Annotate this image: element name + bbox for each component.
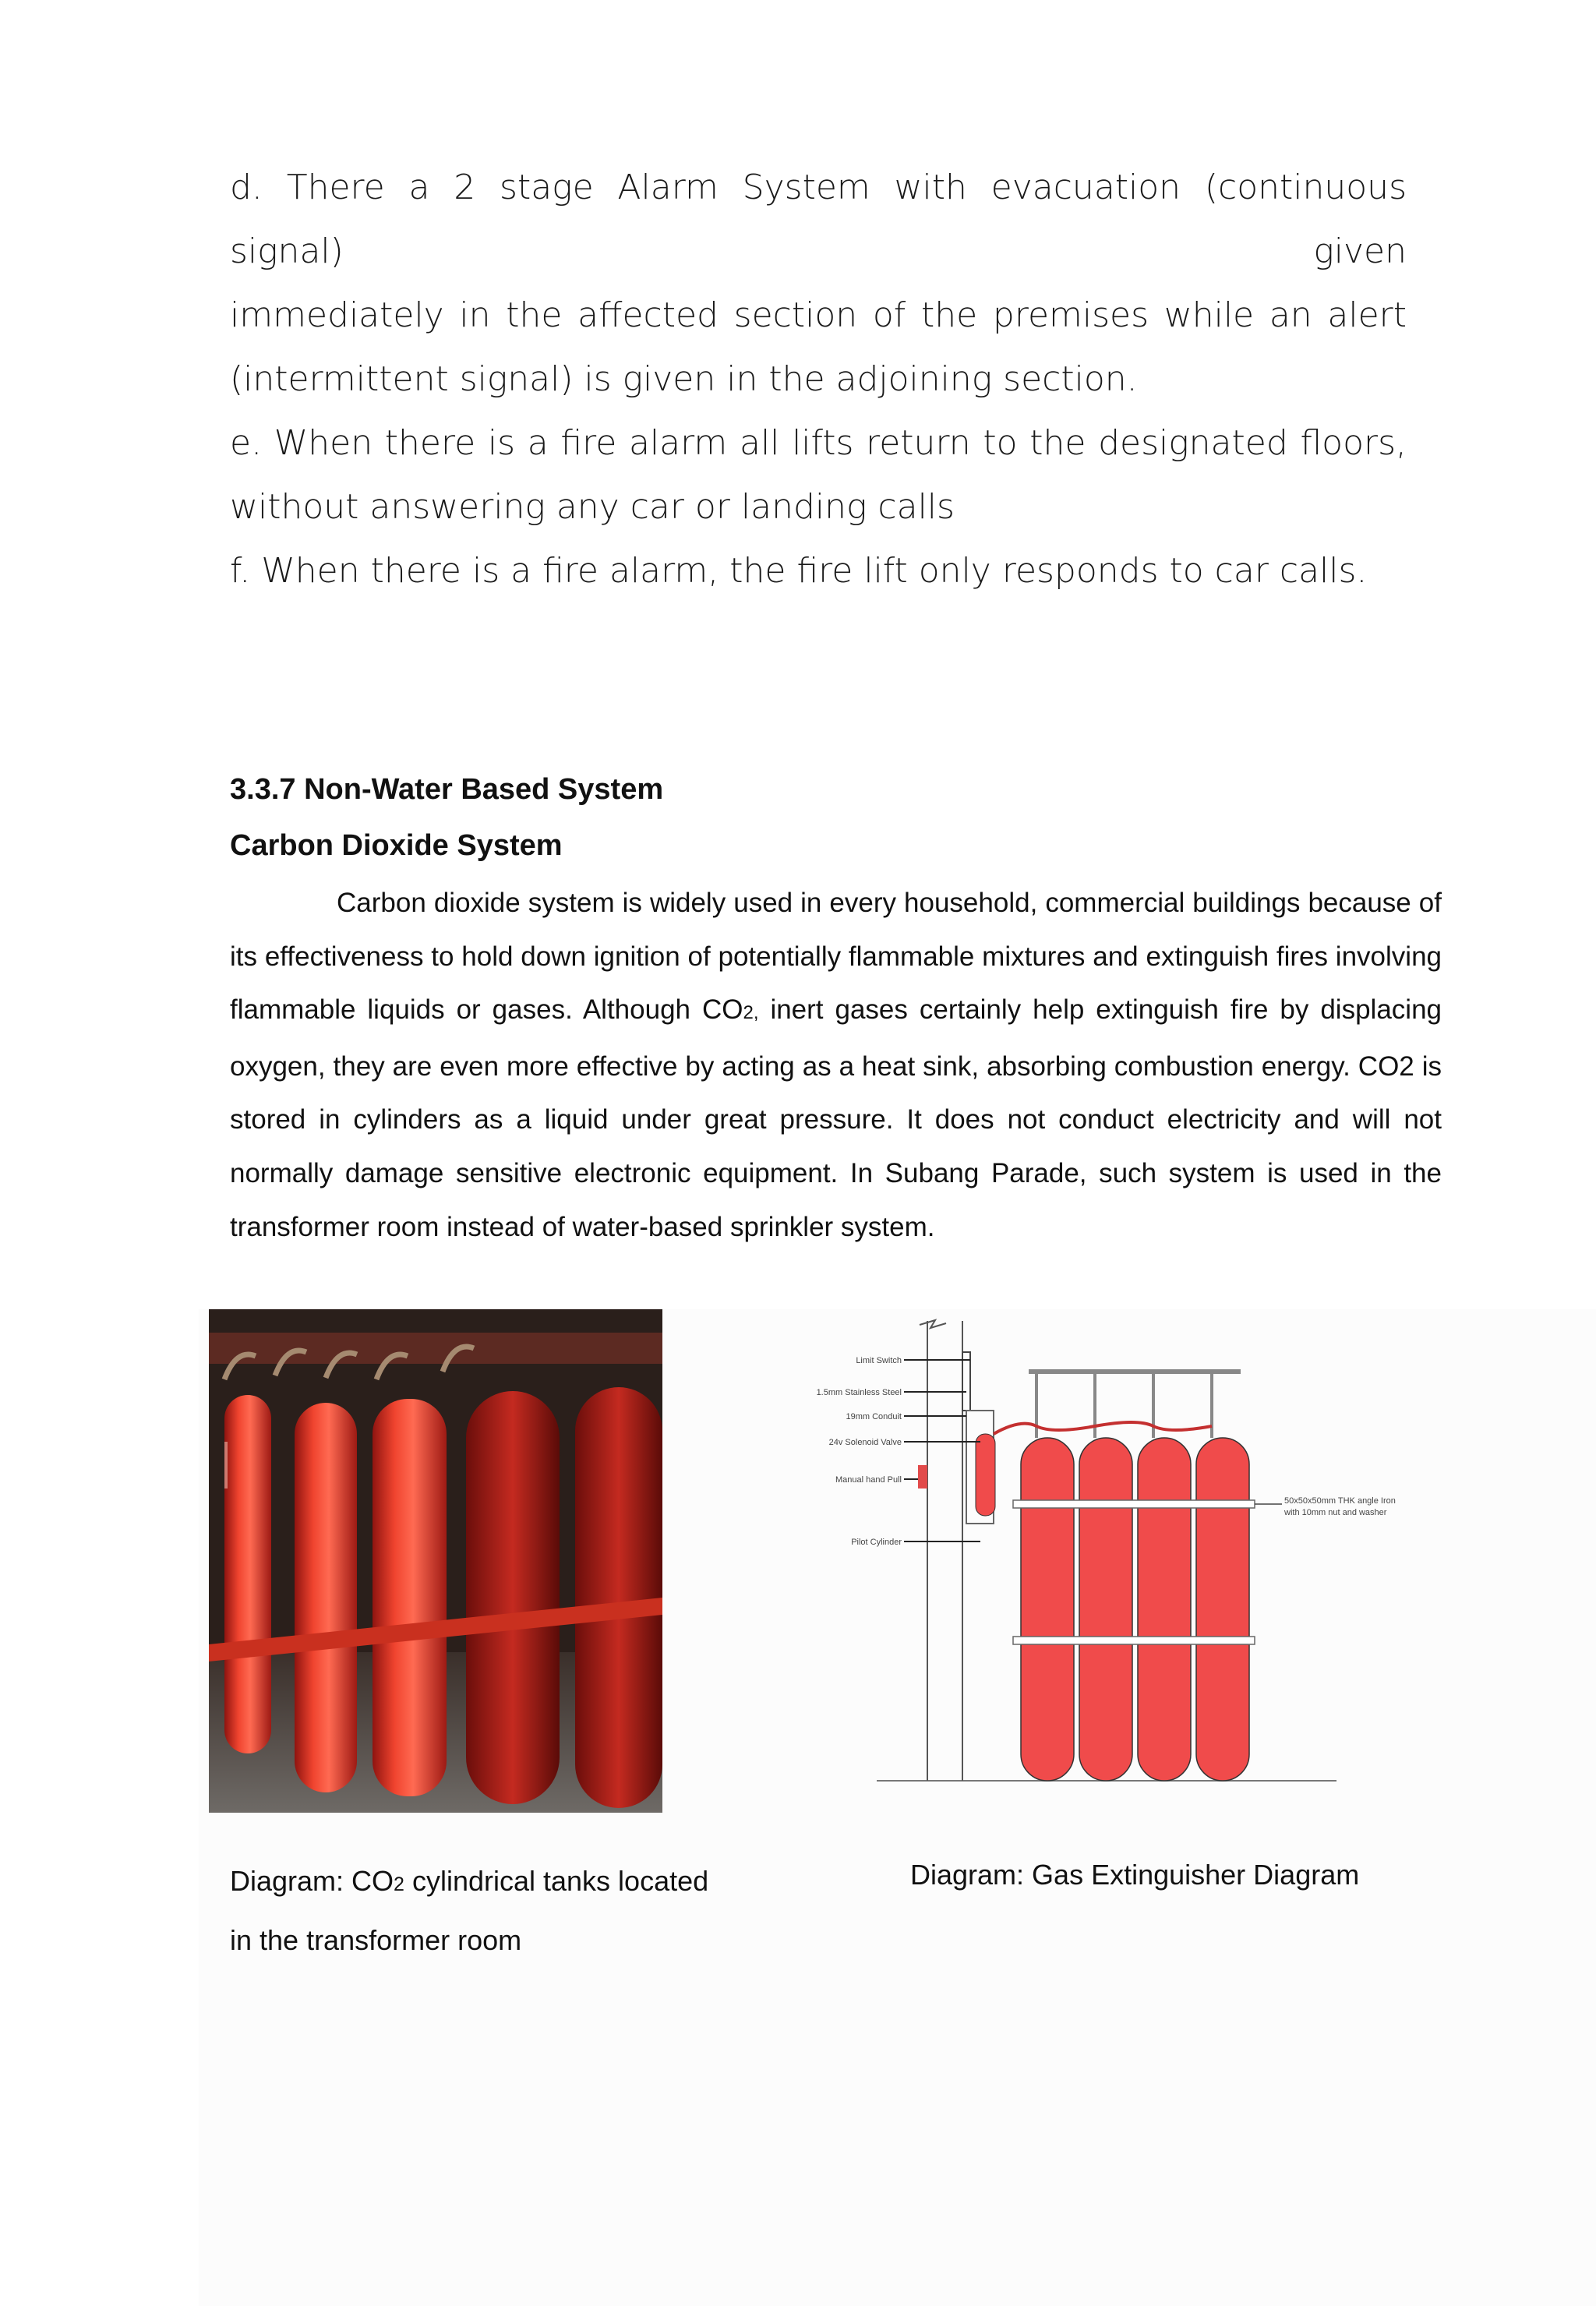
diagram-caption: Diagram: Gas Extinguisher Diagram: [910, 1859, 1360, 1891]
section-subheading: Carbon Dioxide System: [230, 829, 563, 862]
section-heading: 3.3.7 Non-Water Based System: [230, 773, 664, 806]
extinguisher-schematic: [803, 1309, 1426, 1792]
label-angle-iron: 50x50x50mm THK angle Iron: [1284, 1496, 1396, 1506]
list-item-f: f. When there is a fire alarm, the fire lift only responds to car calls.: [230, 551, 1368, 591]
photo-caption-line1: Diagram: CO2 cylindrical tanks located: [230, 1865, 709, 1897]
label-pilot-cylinder: Pilot Cylinder: [851, 1538, 902, 1547]
label-manual-pull: Manual hand Pull: [835, 1475, 902, 1485]
list-item-d-line3: (intermittent signal) is given in the adjoining section.: [230, 359, 1138, 399]
gas-extinguisher-diagram: [803, 1309, 1426, 1792]
label-limit-switch: Limit Switch: [856, 1356, 902, 1365]
alarm-list: [230, 156, 1407, 603]
photo-caption: [230, 1853, 708, 1969]
label-solenoid-valve: 24v Solenoid Valve: [828, 1438, 902, 1447]
label-conduit: 19mm Conduit: [846, 1412, 902, 1421]
co2-tanks-photo: [209, 1309, 662, 1813]
list-item-d: d. There a 2 stage Alarm System with evacuation (continuous signal) given: [230, 168, 1407, 271]
label-stainless-steel: 1.5mm Stainless Steel: [816, 1388, 902, 1397]
photo-caption-line2: in the transformer room: [230, 1924, 522, 1956]
list-item-d-line2: immediately in the affected section of the premises while an alert: [230, 295, 1407, 335]
section-paragraph: Carbon dioxide system is widely used in every household, commercial buildings because of its effectiveness to hold down ignition of potentially flammable mixtures and extinguish fires involving flammable liquids or gases. Although CO2, inert gases certainly help extinguish fire by displacing oxygen, they are even more effective by acting as a heat sink, absorbing combustion energy. CO2 is stored in cylinders as a liquid under great pressure. It does not conduct electricity and will not normally damage sensitive electronic equipment. In Subang Parade, such system is used in the transformer room instead of water-based sprinkler system.: [230, 888, 1442, 1242]
label-nut-washer: with 10mm nut and washer: [1284, 1508, 1387, 1517]
list-item-e-line2: without answering any car or landing calls: [230, 487, 955, 527]
co2-tanks-illustration: [209, 1309, 662, 1813]
list-item-e: e. When there is a fire alarm all lifts return to the designated floors,: [230, 423, 1407, 463]
